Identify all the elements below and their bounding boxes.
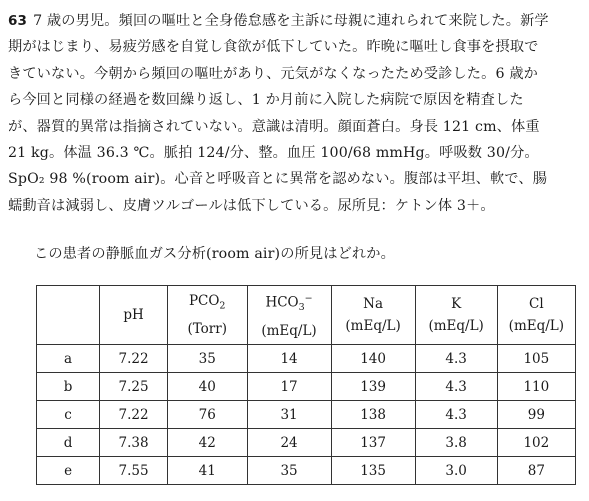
header-pco2: $PCO_2$ (Torr)	[167, 286, 247, 345]
cell-hco3: 31	[247, 401, 331, 429]
cell-cl: 105	[497, 345, 575, 373]
option-label: a	[37, 345, 100, 373]
question-number: 63	[8, 13, 28, 29]
table-row	[37, 429, 576, 457]
header-na: Na (mEq/L)	[331, 286, 415, 345]
cell-na: 137	[331, 429, 415, 457]
table-row	[37, 401, 576, 429]
cell-hco3: 14	[247, 345, 331, 373]
cell-hco3: 35	[247, 457, 331, 485]
option-label: e	[37, 457, 100, 485]
option-label: b	[37, 373, 100, 401]
header-hco3: $HCO_3^-$ (mEq/L)	[247, 286, 331, 345]
cell-pco2: 76	[167, 401, 247, 429]
option-label: d	[37, 429, 100, 457]
cell-na: 140	[331, 345, 415, 373]
question-stem	[8, 8, 582, 219]
question-line-7: SpO₂ 98 %(room air)。心音と呼吸音とに異常を認めない。腹部は平坦、軟で、腸	[8, 171, 548, 188]
cell-pco2: 35	[167, 345, 247, 373]
cell-na: 139	[331, 373, 415, 401]
table-header-row	[37, 286, 576, 345]
cell-ph: 7.38	[100, 429, 168, 457]
cell-k: 4.3	[415, 401, 497, 429]
question-line-3: きていない。今朝から頻回の嘔吐があり、元気がなくなったため受診した。6 歳か	[8, 65, 538, 82]
question-line-1	[8, 8, 582, 34]
header-cl: Cl (mEq/L)	[497, 286, 575, 345]
cell-ph: 7.22	[100, 401, 168, 429]
question-line-8: 蠕動音は減弱し、皮膚ツルゴールは低下している。尿所見：ケトン体 3＋。	[8, 197, 495, 214]
cell-k: 4.3	[415, 373, 497, 401]
cell-hco3: 24	[247, 429, 331, 457]
cell-pco2: 42	[167, 429, 247, 457]
cell-k: 3.8	[415, 429, 497, 457]
question-line-4: ら今回と同様の経過を数回繰り返し、1 か月前に入院した病院で原因を精査した	[8, 92, 524, 109]
cell-na: 138	[331, 401, 415, 429]
cell-ph: 7.25	[100, 373, 168, 401]
header-k: K (mEq/L)	[415, 286, 497, 345]
table-row	[37, 457, 576, 485]
cell-pco2: 40	[167, 373, 247, 401]
question-line-6: 21 kg。体温 36.3 ℃。脈拍 124/分、整。血圧 100/68 mmHg。呼吸数 30/分。	[8, 145, 539, 162]
cell-pco2: 41	[167, 457, 247, 485]
question-prompt: この患者の静脈血ガス分析(room air)の所見はどれか。	[34, 246, 395, 262]
header-empty-cell	[37, 286, 100, 345]
cell-cl: 87	[497, 457, 575, 485]
header-ph: pH	[100, 286, 168, 345]
cell-hco3: 17	[247, 373, 331, 401]
cell-k: 3.0	[415, 457, 497, 485]
table-row	[37, 345, 576, 373]
cell-cl: 110	[497, 373, 575, 401]
answer-options-table	[36, 285, 576, 485]
cell-cl: 102	[497, 429, 575, 457]
question-line-5: が、器質的異常は指摘されていない。意識は清明。顔面蒼白。身長 121 cm、体重	[8, 118, 540, 135]
cell-ph: 7.55	[100, 457, 168, 485]
question-line-2: 期がはじまり、易疲労感を自覚し食欲が低下していた。昨晩に嘔吐し食事を摂取で	[8, 39, 539, 56]
cell-cl: 99	[497, 401, 575, 429]
cell-ph: 7.22	[100, 345, 168, 373]
table-row	[37, 373, 576, 401]
option-label: c	[37, 401, 100, 429]
question-text-line: 7 歳の男児。頻回の嘔吐と全身倦怠感を主訴に母親に連れられて来院した。新学	[33, 13, 549, 29]
cell-k: 4.3	[415, 345, 497, 373]
cell-na: 135	[331, 457, 415, 485]
